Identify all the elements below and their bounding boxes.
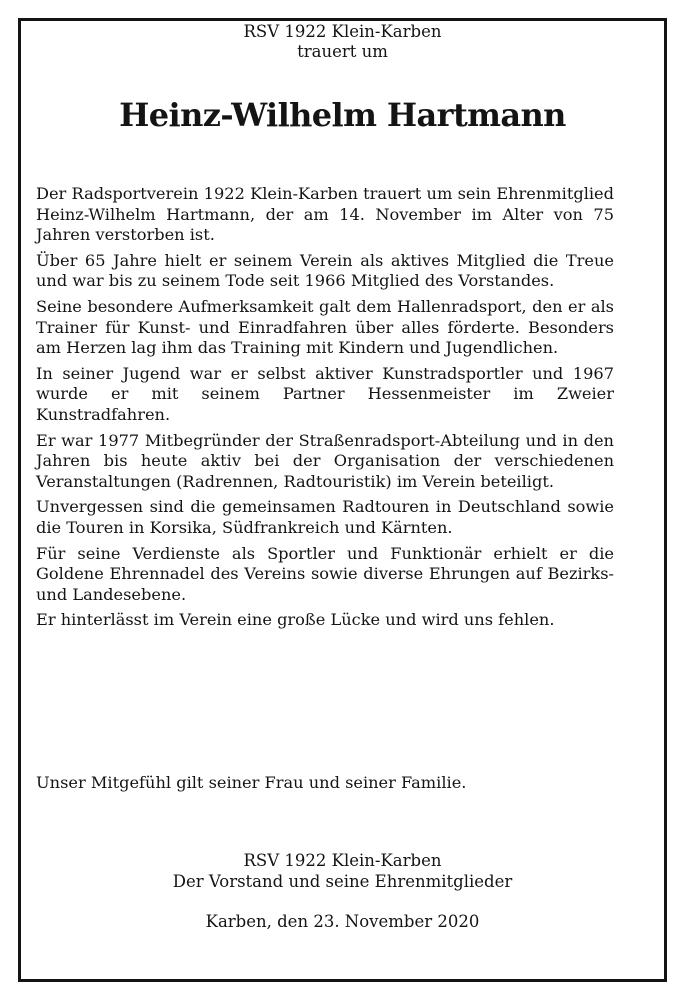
paragraph-3: Seine besondere Aufmerksamkeit galt dem Hallenradsport, den er als Trainer für Kunst- und Einradfahren über alles förderte. Besonders am Herzen lag ihm das Training mit Kindern und Jugendlichen. — [36, 296, 614, 358]
paragraph-4: In seiner Jugend war er selbst aktiver Kunstradsportler und 1967 wurde er mit seinem Partner Hessenmeister im Zweier Kunstradfahren. — [36, 363, 614, 424]
paragraph-2: Über 65 Jahre hielt er seinem Verein als aktives Mitglied die Treue und war bis zu seinem Tode seit 1966 Mitglied des Vorstandes. — [36, 250, 614, 291]
paragraph-1: Der Radsportverein 1922 Klein-Karben trauert um sein Ehrenmitglied Heinz-Wilhelm Hartmann, der am 14. November im Alter von 75 Jahren verstorben ist. — [36, 184, 614, 245]
paragraph-5: Er war 1977 Mitbegründer der Straßenradsport-Abteilung und in den Jahren bis heute aktiv bei der Organisation der verschiedenen Veranstaltungen (Radrennen, Radtouristik) im Verein beteiligt. — [36, 430, 614, 491]
obituary-body — [36, 184, 614, 636]
paragraph-7: Für seine Verdienste als Sportler und Funktionär erhielt er die Goldene Ehrennadel des Vereins sowie diverse Ehrungen auf Bezirks- und Landesebene. — [36, 543, 614, 604]
signature — [0, 851, 685, 892]
signature-board: Der Vorstand und seine Ehrenmitglieder — [172, 871, 513, 891]
mourns-text: trauert um — [297, 42, 388, 61]
paragraph-6: Unvergessen sind die gemeinsamen Radtouren in Deutschland sowie die Touren in Korsika, Südfrankreich und Kärnten. — [36, 497, 614, 537]
signature-club: RSV 1922 Klein-Karben — [243, 851, 442, 870]
header — [0, 22, 685, 62]
deceased-name: Heinz-Wilhelm Hartmann — [119, 96, 566, 134]
condolence-text: Unser Mitgefühl gilt seiner Frau und seiner Familie. — [36, 773, 467, 792]
paragraph-8: Er hinterlässt im Verein eine große Lücke und wird uns fehlen. — [36, 610, 555, 630]
club-name: RSV 1922 Klein-Karben — [243, 22, 442, 41]
place-date: Karben, den 23. November 2020 — [205, 912, 480, 931]
